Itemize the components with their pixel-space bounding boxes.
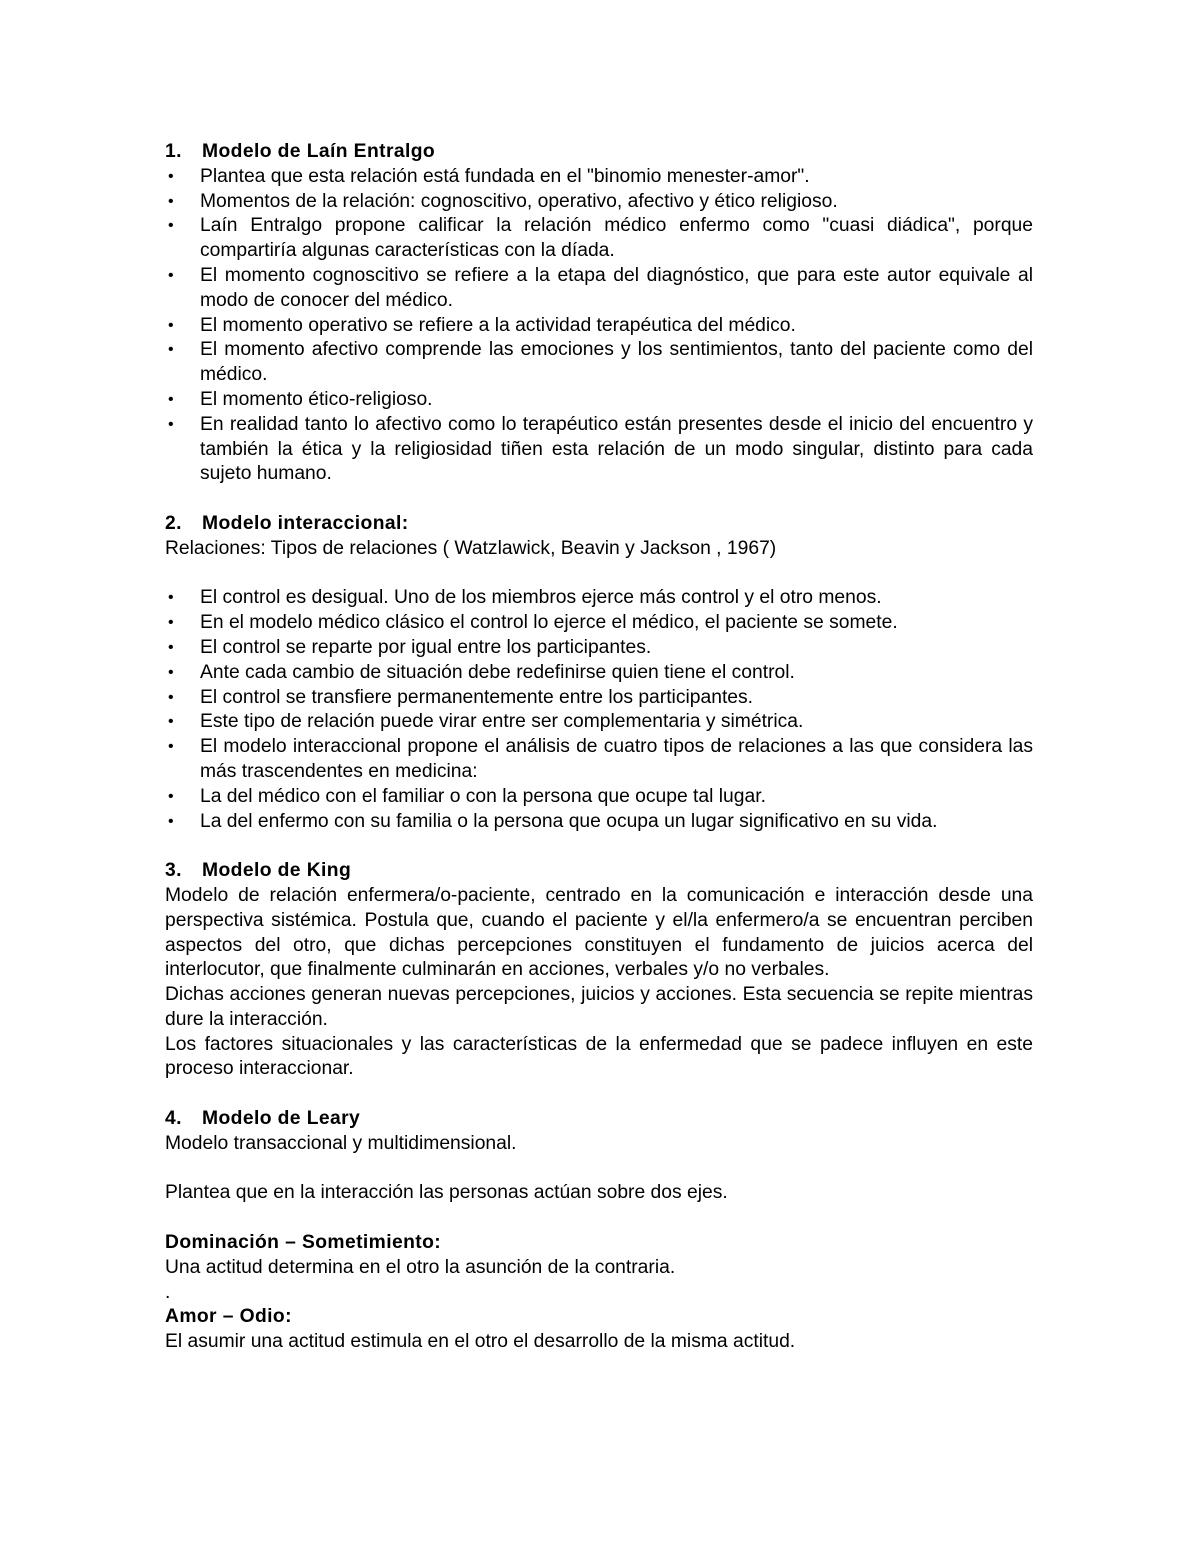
- list-item: [165, 636, 1033, 661]
- list-item-text: Laín Entralgo propone calificar la relación médico enfermo como "cuasi diádica", porque compartiría algunas características con la díada.: [200, 215, 1033, 262]
- bullet-icon: •: [168, 713, 174, 731]
- spacer: [165, 487, 1033, 512]
- list-item-text: El momento afectivo comprende las emociones y los sentimientos, tanto del paciente como del médico.: [200, 339, 1033, 386]
- spacer: [165, 562, 1033, 587]
- list-item: [165, 611, 1033, 636]
- list-item: [165, 388, 1033, 413]
- paragraph: Los factores situacionales y las características de la enfermedad que se padece influyen en este proceso interaccionar.: [165, 1033, 1033, 1080]
- section-title: Modelo de King: [202, 860, 352, 882]
- list-item: [165, 314, 1033, 339]
- bullet-list: [165, 586, 1033, 834]
- stray-dot: .: [165, 1281, 171, 1303]
- list-item: [165, 190, 1033, 215]
- bullet-icon: •: [168, 167, 174, 185]
- list-item-text: El momento cognoscitivo se refiere a la etapa del diagnóstico, que para este autor equivale al modo de conocer del médico.: [200, 264, 1033, 311]
- bullet-icon: •: [168, 812, 174, 830]
- list-item: [165, 686, 1033, 711]
- section-number: 1.: [165, 141, 182, 162]
- bullet-icon: •: [168, 217, 174, 235]
- bullet-icon: •: [168, 787, 174, 805]
- list-item: [165, 586, 1033, 611]
- paragraph: Modelo transaccional y multidimensional.: [165, 1132, 517, 1154]
- axis-title-love-hate: Amor – Odio:: [165, 1306, 292, 1328]
- bullet-icon: •: [168, 663, 174, 681]
- list-item-text: El modelo interaccional propone el análisis de cuatro tipos de relaciones a las que considera las más trascendentes en medicina:: [200, 736, 1033, 782]
- list-item: [165, 264, 1033, 314]
- list-item: [165, 710, 1033, 735]
- axis-title-domination: Dominación – Sometimiento:: [165, 1232, 442, 1254]
- bullet-icon: •: [168, 390, 174, 408]
- list-item: [165, 214, 1033, 264]
- list-item: [165, 785, 1033, 810]
- list-item-text: Plantea que esta relación está fundada en el "binomio menester-amor".: [200, 165, 810, 187]
- list-item: [165, 810, 1033, 835]
- section-number: 3.: [165, 860, 182, 882]
- list-item-text: Este tipo de relación puede virar entre ser complementaria y simétrica.: [200, 711, 804, 733]
- bullet-icon: •: [168, 415, 174, 433]
- section-number: 2.: [165, 512, 182, 534]
- section-title: Modelo interaccional:: [202, 512, 409, 534]
- section-heading: [165, 859, 1033, 884]
- list-item-text: En el modelo médico clásico el control lo ejerce el médico, el paciente se somete.: [200, 612, 898, 634]
- section-king: [165, 859, 1033, 1082]
- list-item: [165, 735, 1033, 785]
- list-item: [165, 338, 1033, 388]
- bullet-icon: •: [168, 688, 174, 706]
- bullet-icon: •: [168, 266, 174, 284]
- list-item-text: El control es desigual. Uno de los miembros ejerce más control y el otro menos.: [200, 587, 882, 609]
- section-heading: [165, 1107, 1033, 1132]
- bullet-icon: •: [168, 614, 174, 632]
- spacer: [165, 834, 1033, 859]
- paragraph: Modelo de relación enfermera/o-paciente, centrado en la comunicación e interacción desde una perspectiva sistémica. Postula que, cuando el paciente y el/la enfermero/a se encuentran perciben aspectos del otro, que dichas percepciones constituyen el fundamento de juicios acerca del interlocutor, que finalmente culminarán en acciones, verbales y/o no verbales.: [165, 884, 1033, 981]
- list-item-text: El control se reparte por igual entre los participantes.: [200, 636, 652, 658]
- bullet-list: [165, 165, 1033, 487]
- bullet-icon: •: [168, 192, 174, 210]
- section-interaccional: [165, 512, 1033, 834]
- axis-text-love-hate: El asumir una actitud estimula en el otro el desarrollo de la misma actitud.: [165, 1331, 796, 1353]
- section-leary: [165, 1107, 1033, 1355]
- list-item: [165, 413, 1033, 487]
- spacer: [165, 1206, 1033, 1231]
- section-intro: Relaciones: Tipos de relaciones ( Watzlawick, Beavin y Jackson , 1967): [165, 537, 777, 559]
- section-heading: [165, 512, 1033, 537]
- list-item-text: Ante cada cambio de situación debe redefinirse quien tiene el control.: [200, 661, 795, 683]
- list-item-text: El momento operativo se refiere a la actividad terapéutica del médico.: [200, 314, 796, 336]
- bullet-icon: •: [168, 341, 174, 359]
- paragraph: Plantea que en la interacción las personas actúan sobre dos ejes.: [165, 1182, 728, 1204]
- bullet-icon: •: [168, 738, 174, 756]
- section-title: Modelo de Leary: [202, 1108, 361, 1130]
- bullet-icon: •: [168, 316, 174, 334]
- section-lain-entralgo: [165, 140, 1033, 487]
- section-title: Modelo de Laín Entralgo: [202, 141, 436, 162]
- paragraph: Dichas acciones generan nuevas percepciones, juicios y acciones. Esta secuencia se repite mientras dure la interacción.: [165, 984, 1033, 1030]
- spacer: [165, 1082, 1033, 1107]
- list-item: [165, 661, 1033, 686]
- spacer: [165, 1157, 1033, 1182]
- bullet-icon: •: [168, 589, 174, 607]
- list-item-text: El control se transfiere permanentemente entre los participantes.: [200, 686, 754, 708]
- section-heading: [165, 140, 1033, 165]
- list-item-text: La del médico con el familiar o con la persona que ocupe tal lugar.: [200, 785, 766, 807]
- list-item-text: La del enfermo con su familia o la persona que ocupa un lugar significativo en su vida.: [200, 810, 938, 832]
- document-body: [165, 140, 1033, 1355]
- list-item-text: En realidad tanto lo afectivo como lo terapéutico están presentes desde el inicio del encuentro y también la ética y la religiosidad tiñen esta relación de un modo singular, distinto para cada sujeto humano.: [200, 413, 1033, 485]
- axis-text-domination: Una actitud determina en el otro la asunción de la contraria.: [165, 1256, 676, 1278]
- list-item: [165, 165, 1033, 190]
- list-item-text: Momentos de la relación: cognoscitivo, operativo, afectivo y ético religioso.: [200, 190, 838, 212]
- list-item-text: El momento ético-religioso.: [200, 388, 433, 410]
- section-number: 4.: [165, 1108, 182, 1130]
- bullet-icon: •: [168, 638, 174, 656]
